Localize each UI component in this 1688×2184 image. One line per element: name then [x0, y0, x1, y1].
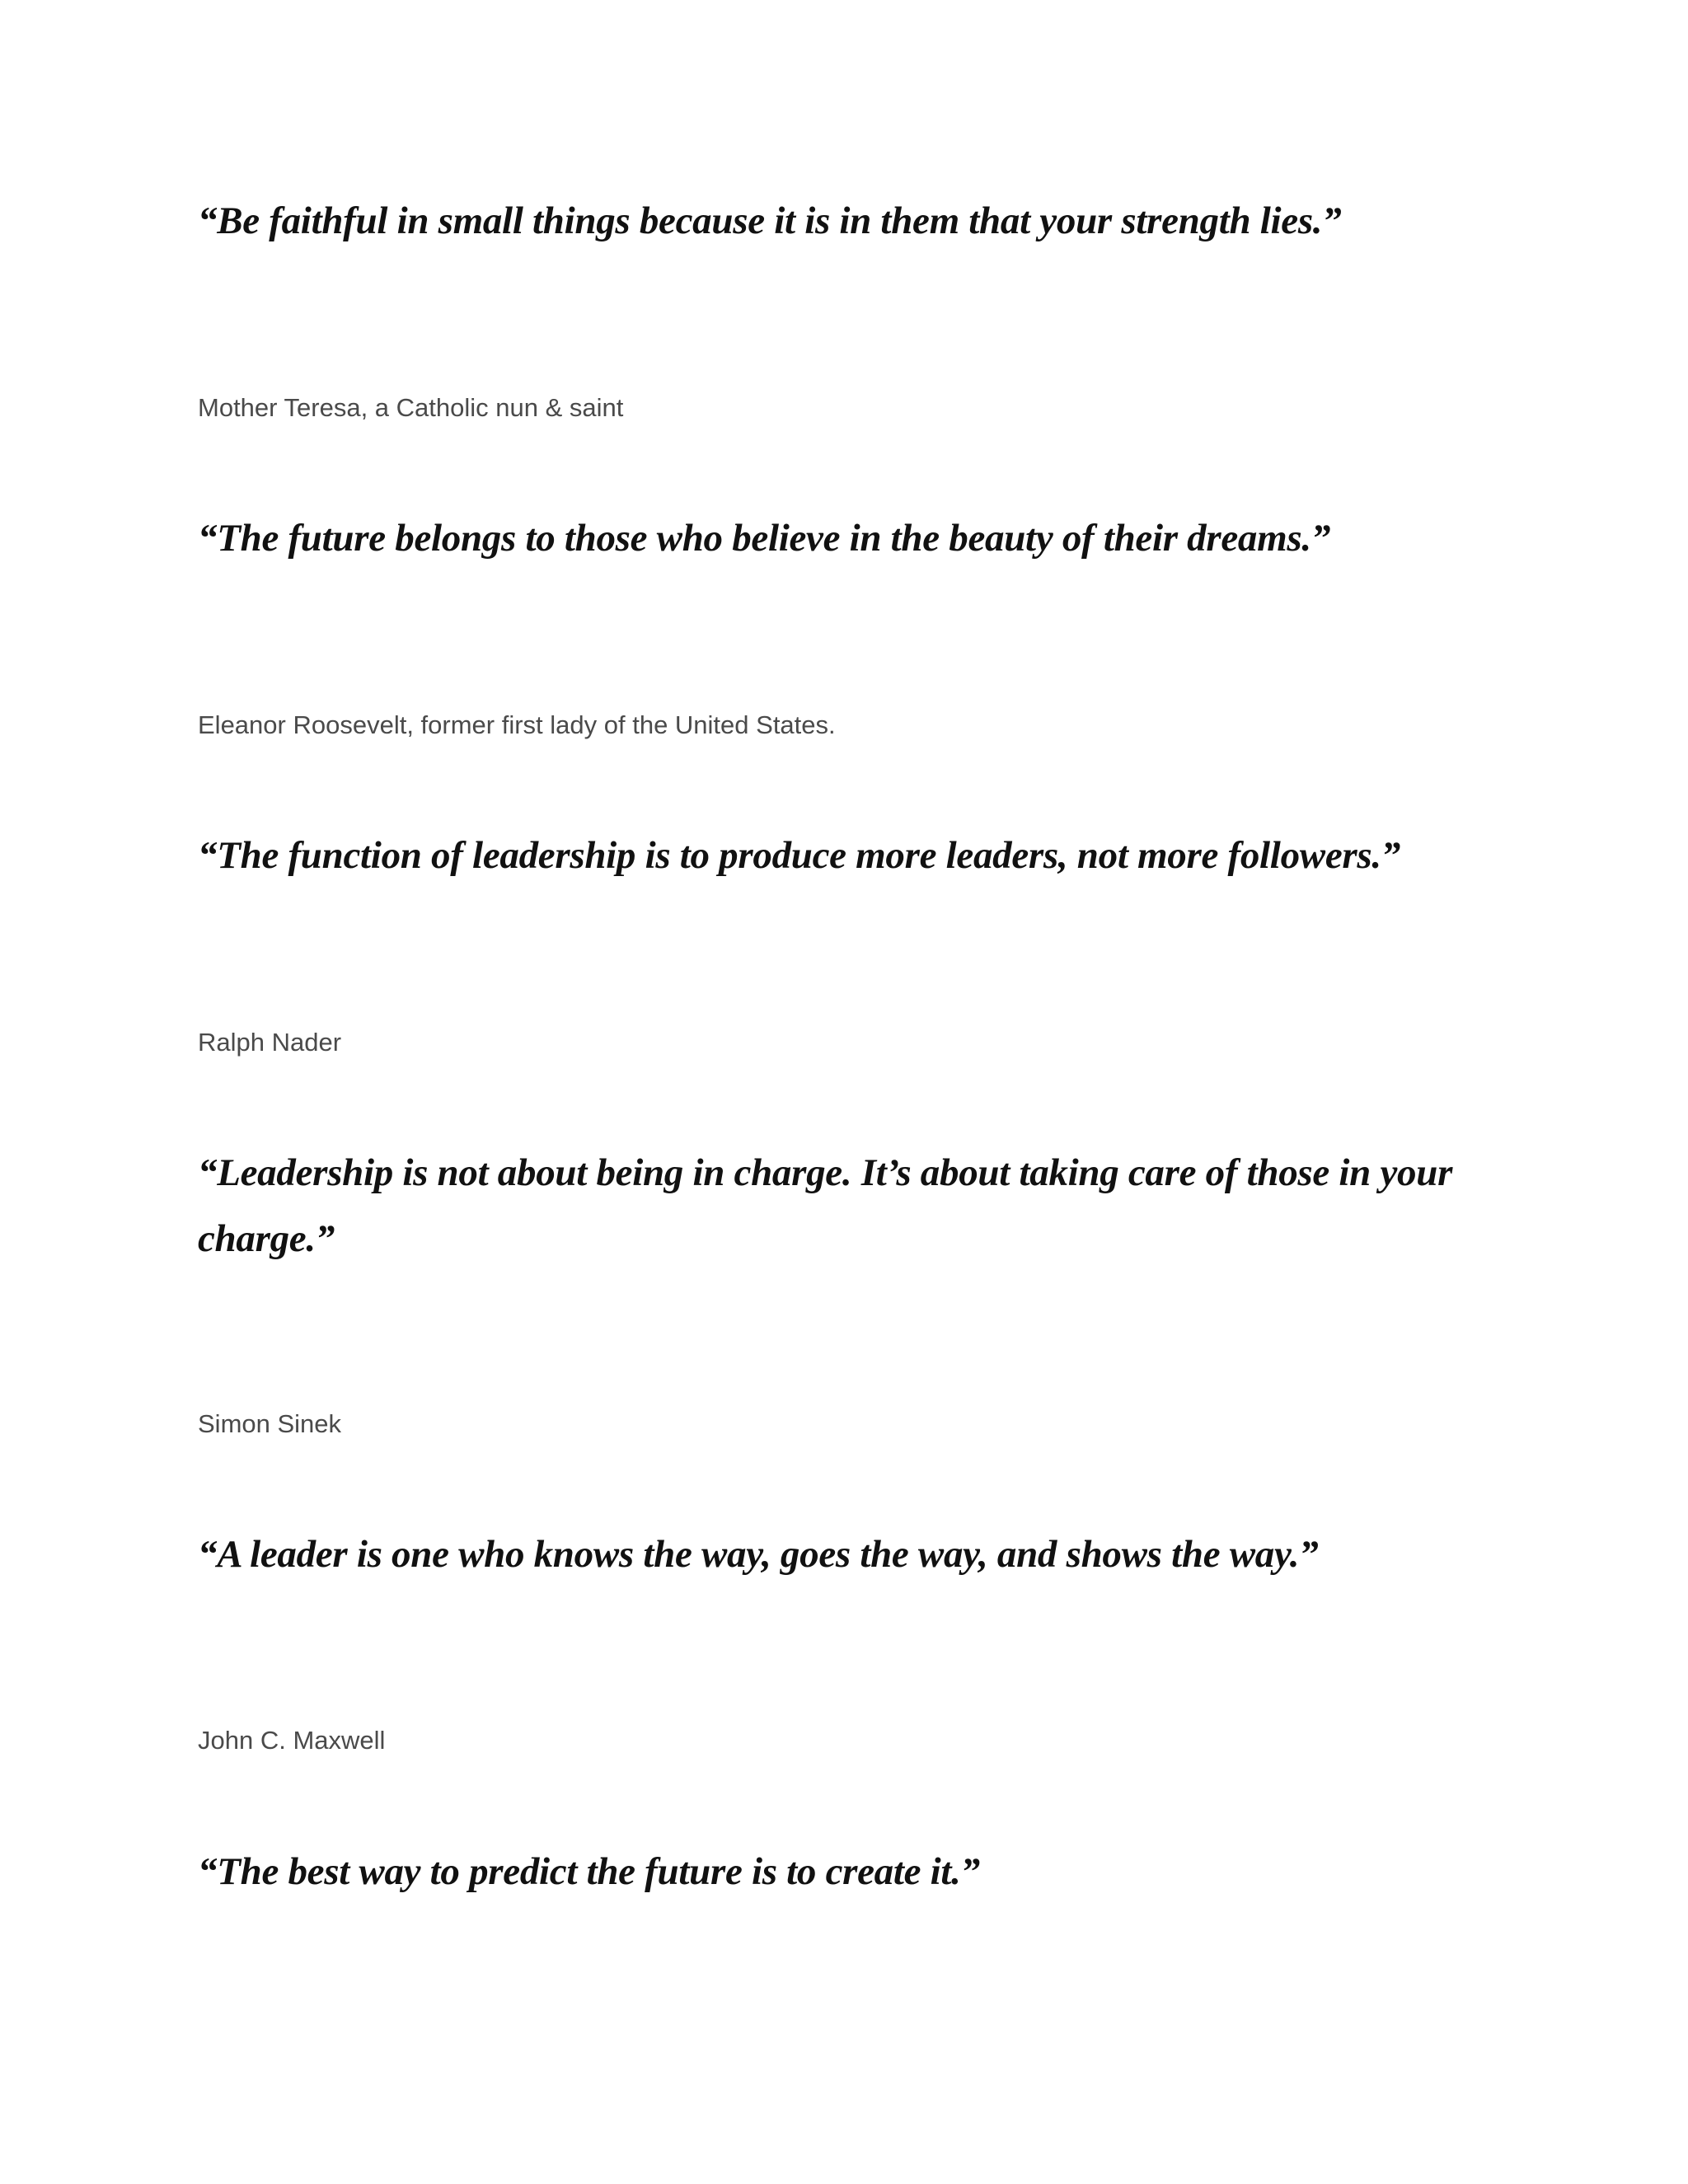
quote-author: John C. Maxwell [198, 1726, 386, 1755]
quote-text: “The best way to predict the future is to create it.” [198, 1850, 980, 1893]
quote-author: Eleanor Roosevelt, former first lady of the United States. [198, 710, 836, 739]
quote-text: “Leadership is not about being in charge. It’s about taking care of those in your charge.” [198, 1151, 1453, 1260]
quote-author: Simon Sinek [198, 1409, 342, 1438]
quote-text: “A leader is one who knows the way, goes the way, and shows the way.” [198, 1533, 1319, 1576]
quote-author: Ralph Nader [198, 1028, 342, 1057]
quote-text: “Be faithful in small things because it is in them that your strength lies.” [198, 199, 1342, 242]
quote-author: Mother Teresa, a Catholic nun & saint [198, 393, 624, 422]
quote-text: “The future belongs to those who believe in the beauty of their dreams.” [198, 517, 1331, 560]
quote-text: “The function of leadership is to produce more leaders, not more followers.” [198, 834, 1401, 877]
